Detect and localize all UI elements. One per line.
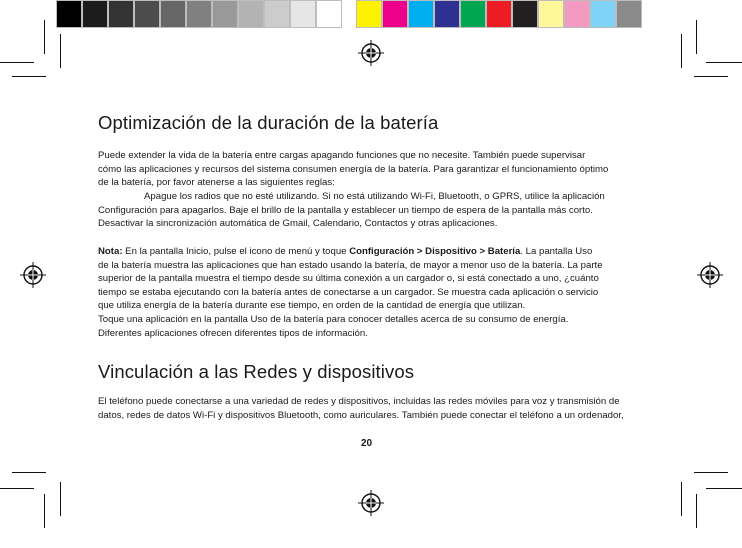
color-swatch [56,0,82,28]
crop-mark [681,482,682,516]
color-swatch [486,0,512,28]
crop-mark [694,76,728,77]
color-swatch [82,0,108,28]
color-swatch [434,0,460,28]
color-swatch [212,0,238,28]
crop-mark [681,34,682,68]
note-text: . La pantalla Uso [520,246,593,257]
registration-mark-icon [697,262,723,288]
color-swatch [134,0,160,28]
battery-rules-paragraph [98,190,658,231]
battery-intro-paragraph [98,149,658,190]
section-title-battery: Optimización de la duración de la batería [98,112,439,133]
crop-mark [44,20,45,54]
crop-mark [60,34,61,68]
text-line: superior de la pantalla muestra el tiempo desde su última conexión a un cargador o, si está conectado a uno, ¿cuánto [98,273,599,285]
crop-mark [706,488,742,489]
registration-mark-icon [358,40,384,66]
text-line: El teléfono puede conectarse a una variedad de redes y dispositivos, incluidas las redes móviles para voz y transmisión de [98,396,620,407]
color-swatch [616,0,642,28]
settings-path: Configuración > Dispositivo > Batería [349,246,521,257]
text-line: de la batería muestra las aplicaciones que han estado usando la batería, de mayor a menor uso de la batería. La parte [98,259,603,271]
crop-mark [12,472,46,473]
color-swatch [186,0,212,28]
crop-mark [696,20,697,54]
crop-mark [694,472,728,473]
color-swatch [108,0,134,28]
text-line: Puede extender la vida de la batería entre cargas apagando funciones que no necesite. También puede supervisar [98,150,586,161]
color-swatch [356,0,382,28]
color-swatch [290,0,316,28]
section-title-networks: Vinculación a las Redes y dispositivos [98,361,415,382]
text-line: Apague los radios que no esté utilizando. Si no está utilizando Wi-Fi, Bluetooth, o GPRS, utilice la aplicación [144,191,605,202]
crop-mark [44,494,45,528]
battery-note-paragraph [98,245,658,340]
page-number: 20 [361,438,373,449]
swatch-gap [342,0,356,30]
note-label: Nota: [98,246,123,257]
registration-mark-icon [20,262,46,288]
crop-mark [0,62,34,63]
color-swatch [538,0,564,28]
crop-mark [60,482,61,516]
color-swatch [408,0,434,28]
color-swatch [382,0,408,28]
color-swatch [264,0,290,28]
color-swatch [512,0,538,28]
crop-mark [0,488,34,489]
color-swatch [316,0,342,28]
color-swatch [460,0,486,28]
color-swatch [564,0,590,28]
text-line: tiempo se estaba ejecutando con la batería antes de conectarse a un cargador. Se muestra cada aplicación o servicio [98,286,599,298]
text-line [98,245,658,259]
text-line: de la batería, por favor atenerse a las siguientes reglas: [98,177,335,189]
networks-paragraph [98,395,658,422]
note-text: En la pantalla Inicio, pulse el icono de menú y toque [122,246,350,257]
crop-mark [696,494,697,528]
color-swatch [590,0,616,28]
text-line: cómo las aplicaciones y recursos del sistema consumen energía de la batería. Para garantizar el funcionamiento óptimo [98,163,609,175]
registration-mark-icon [358,490,384,516]
text-line: datos, redes de datos Wi-Fi y dispositivos Bluetooth, como auriculares. También puede conectar el teléfono a un ordenador, [98,409,624,421]
crop-mark [706,62,742,63]
color-calibration-bar [56,0,642,30]
text-line: Desactivar la sincronización automática de Gmail, Calendario, Contactos y otras aplicaciones. [98,218,498,230]
color-swatch [238,0,264,28]
crop-mark [12,76,46,77]
text-line: Configuración para apagarlos. Baje el brillo de la pantalla y establecer un tiempo de espera de la pantalla más corto. [98,204,593,216]
color-swatch [160,0,186,28]
text-line: que utiliza energía de la batería durante ese tiempo, en orden de la cantidad de energía que utilizan. [98,300,526,312]
text-line: Diferentes aplicaciones ofrecen diferentes tipos de información. [98,327,368,339]
text-line: Toque una aplicación en la pantalla Uso de la batería para conocer detalles acerca de su consumo de energía. [98,313,569,325]
